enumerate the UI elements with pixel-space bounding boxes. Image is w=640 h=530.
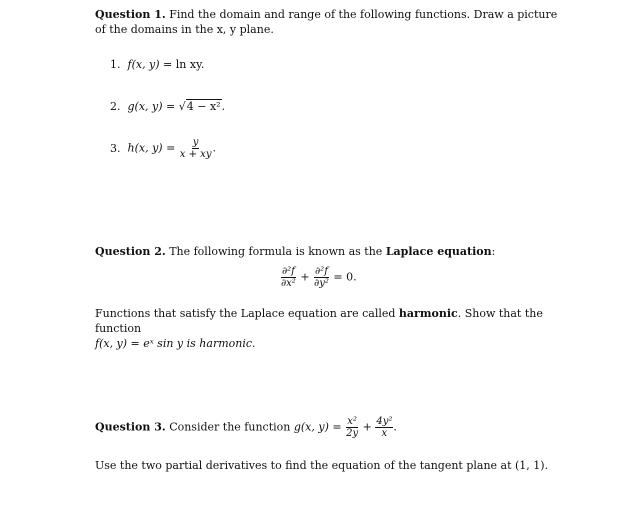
- question-3-heading: [95, 416, 565, 439]
- q3-tail: .: [393, 420, 397, 434]
- laplace-frac-x: [280, 266, 297, 289]
- q1-item-3-fraction: [179, 137, 213, 160]
- laplace-frac-y-top: ∂²f: [315, 266, 328, 277]
- harmonic-intro: Functions that satisfy the Laplace equation are called: [95, 307, 396, 320]
- question-3-followup: Use the two partial derivatives to find the equation of the tangent plane at (1, 1).: [95, 459, 549, 472]
- question-3-label: Question 3.: [95, 420, 166, 434]
- q1-item-3-numerator: y: [192, 137, 199, 148]
- question-2-intro: The following formula is known as the: [169, 245, 383, 258]
- q1-item-3: [110, 137, 216, 160]
- q1-item-3-tail: .: [212, 141, 216, 155]
- q3-frac-2-top: 4y²: [376, 416, 393, 427]
- q1-item-1: [110, 58, 204, 71]
- laplace-frac-x-top: ∂²f: [281, 266, 295, 277]
- q3-plus: +: [362, 420, 372, 434]
- laplace-rhs: = 0.: [333, 270, 357, 284]
- laplace-frac-y-bottom: ∂y²: [314, 278, 329, 289]
- harmonic-end: . Show that the function: [95, 307, 543, 335]
- q1-item-2: [110, 100, 225, 113]
- question-1-label: Question 1.: [95, 8, 166, 21]
- q1-item-2-radicand: 4 − x²: [186, 100, 221, 113]
- harmonic-term: harmonic: [398, 307, 458, 320]
- q3-frac-1-bottom: 2y: [346, 428, 359, 439]
- question-2-heading: [95, 244, 565, 259]
- q1-item-2-lhs: g(x, y) =: [127, 100, 176, 113]
- question-2-colon: :: [491, 245, 496, 258]
- sqrt-symbol: √: [178, 100, 186, 113]
- question-1-text: Find the domain and range of the following functions. Draw a picture of the domains in the x, y plane.: [95, 8, 558, 36]
- laplace-plus: +: [300, 270, 310, 284]
- q1-item-2-number: 2.: [110, 100, 121, 113]
- laplace-equation: [280, 266, 357, 289]
- q3-frac-1-top: x²: [347, 416, 357, 427]
- laplace-term: Laplace equation: [385, 245, 492, 258]
- harmonic-function: f(x, y) = eˣ sin y is harmonic.: [95, 337, 256, 350]
- q1-item-1-number: 1.: [110, 58, 121, 71]
- question-3-lhs: g(x, y) =: [293, 420, 342, 434]
- q3-frac-2: [375, 416, 393, 439]
- laplace-frac-x-bottom: ∂x²: [281, 278, 296, 289]
- q1-item-3-number: 3.: [110, 141, 121, 155]
- q1-item-3-denominator: x + xy: [179, 149, 212, 160]
- question-2-paragraph: [95, 306, 565, 351]
- q1-item-3-lhs: h(x, y) =: [127, 141, 176, 155]
- q3-frac-2-bottom: x: [381, 428, 388, 439]
- question-2-label: Question 2.: [95, 245, 166, 258]
- question-3-text: Consider the function: [169, 420, 291, 434]
- laplace-frac-y: [313, 266, 330, 289]
- q3-frac-1: [345, 416, 359, 439]
- question-1: [95, 7, 565, 37]
- q1-item-1-lhs: f(x, y) =: [127, 58, 173, 71]
- q1-item-2-tail: .: [221, 100, 226, 113]
- q1-item-1-rhs: ln xy.: [175, 58, 205, 71]
